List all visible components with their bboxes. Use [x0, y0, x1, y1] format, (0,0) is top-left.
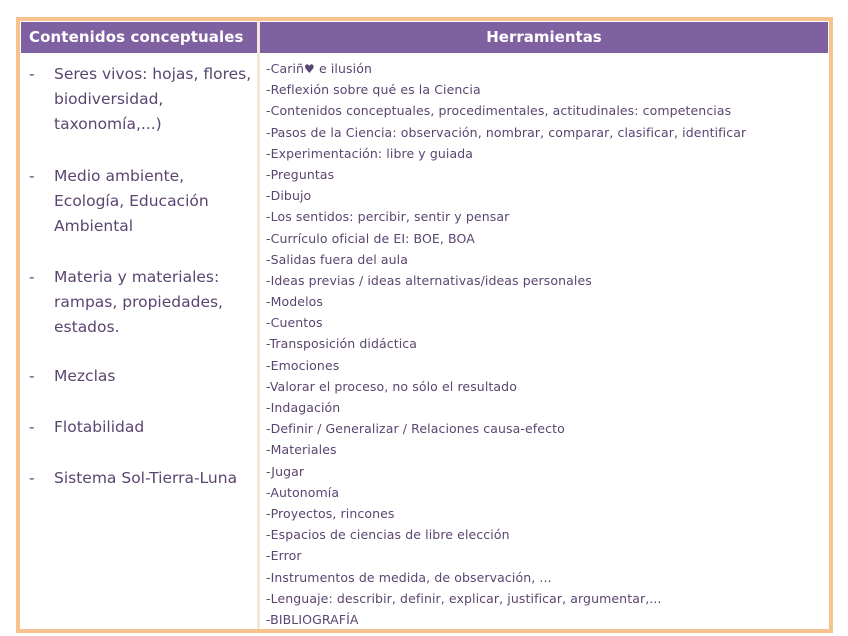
tool-item: -Transposición didáctica [266, 336, 418, 352]
tool-text-end: e ilusión [314, 61, 372, 76]
tool-item: -Emociones [266, 357, 340, 373]
tool-item: -Autonomía [266, 484, 340, 500]
tool-item: -Currículo oficial de EI: BOE, BOA [266, 230, 475, 246]
tool-item: -Salidas fuera del aula [266, 251, 409, 267]
list-dash: - [29, 65, 35, 83]
concept-text: Materia y materiales: rampas, propiedades, estados. [54, 268, 223, 336]
concept-text: Flotabilidad [54, 418, 145, 436]
tool-item: -Espacios de ciencias de libre elección [266, 527, 510, 543]
concept-text: Sistema Sol-Tierra-Luna [54, 469, 238, 487]
tool-item: -Materiales [266, 442, 337, 458]
concept-text: Mezclas [54, 367, 116, 385]
concept-text: Medio ambiente, Ecología, Educación Ambiental [54, 167, 209, 235]
content-table [20, 21, 829, 629]
tool-item: -Indagación [266, 400, 341, 415]
tool-item: -Lenguaje: describir, definir, explicar, justificar, argumentar,... [266, 590, 662, 606]
tool-text-start: -Cariñ [266, 61, 305, 76]
list-dash: - [29, 418, 35, 436]
tool-item: -Cuentos [266, 315, 323, 331]
tool-item: -Modelos [266, 294, 324, 310]
table-frame [16, 17, 833, 633]
tool-item: -Proyectos, rincones [266, 505, 395, 521]
tool-item: -Dibujo [266, 188, 312, 204]
tool-item: -BIBLIOGRAFÍA [266, 611, 359, 627]
list-dash: - [29, 469, 35, 487]
heart-icon: ♥ [304, 62, 315, 76]
column-divider [257, 22, 260, 629]
tool-item: -Reflexión sobre qué es la Ciencia [266, 82, 481, 98]
tool-item: -Valorar el proceso, no sólo el resultado [266, 378, 517, 394]
tool-item: -Preguntas [266, 166, 335, 182]
header-herramientas: Herramientas [260, 22, 828, 53]
concept-text: Seres vivos: hojas, flores, biodiversidad, taxonomía,...) [54, 65, 252, 133]
tool-item: -Pasos de la Ciencia: observación, nombrar, comparar, clasificar, identificar [266, 124, 747, 140]
tool-item: -Contenidos conceptuales, procedimentales, actitudinales: competencias [266, 103, 732, 119]
tool-item: -Ideas previas / ideas alternativas/ideas personales [266, 272, 592, 288]
tools-column [266, 58, 825, 629]
tool-item: -Los sentidos: percibir, sentir y pensar [266, 209, 510, 225]
list-dash: - [29, 268, 35, 286]
tool-item: -Error [266, 548, 302, 564]
concepts-column [20, 53, 257, 629]
tool-item: -Experimentación: libre y guiada [266, 145, 474, 161]
tool-item: -Instrumentos de medida, de observación, ... [266, 569, 552, 585]
list-dash: - [29, 167, 35, 185]
header-contenidos: Contenidos conceptuales [21, 22, 257, 53]
tool-item: -Jugar [266, 463, 305, 479]
list-dash: - [29, 367, 35, 385]
tool-item: -Definir / Generalizar / Relaciones causa-efecto [266, 421, 565, 437]
tool-item [266, 58, 825, 79]
